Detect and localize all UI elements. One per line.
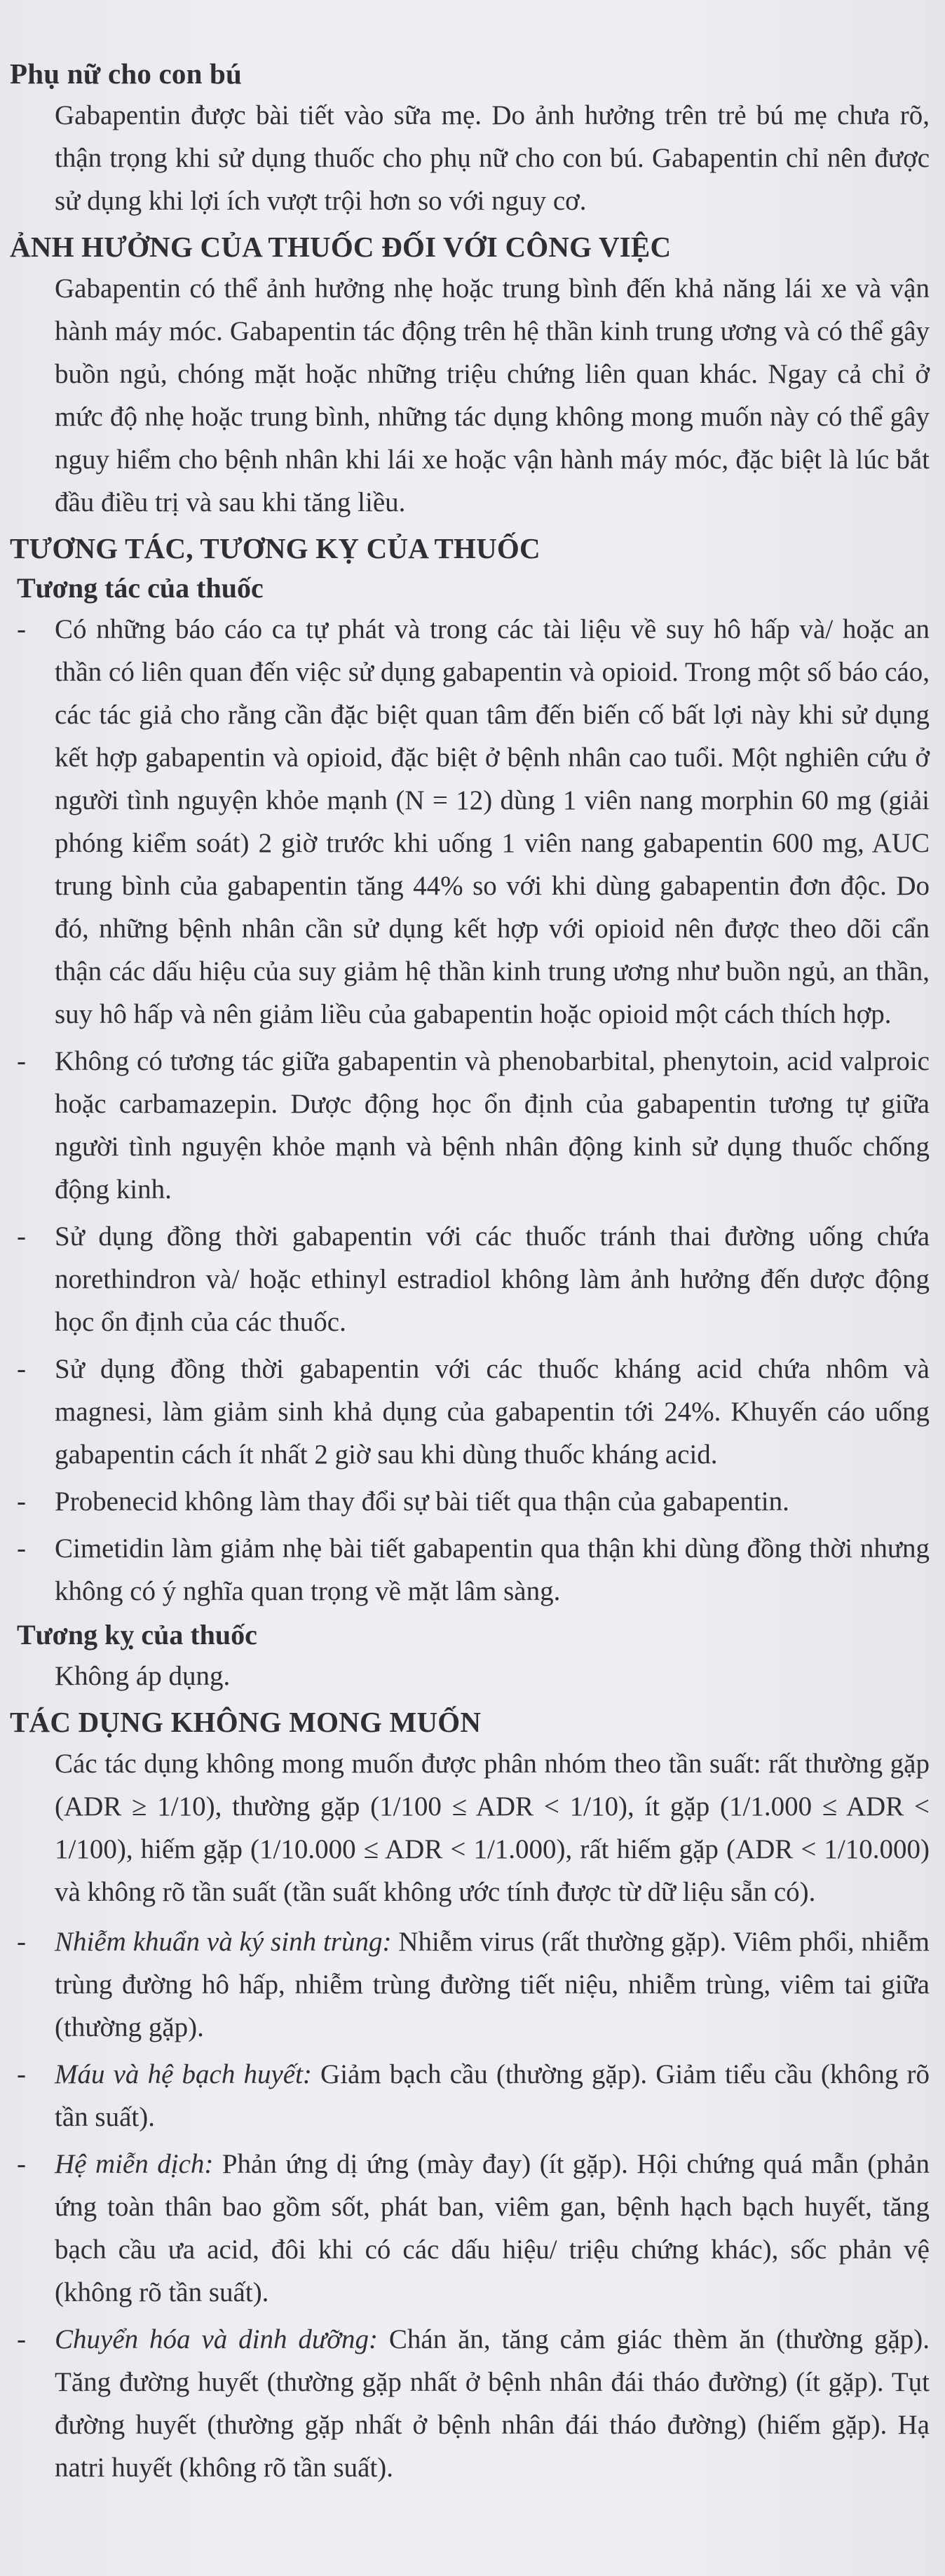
list-item-label: Hệ miễn dịch: bbox=[55, 2149, 214, 2179]
list-item bbox=[10, 1215, 930, 1343]
list-dash: - bbox=[17, 614, 26, 644]
list-item-label: Máu và hệ bạch huyết: bbox=[55, 2059, 312, 2089]
list-item-label: Nhiễm khuẩn và ký sinh trùng: bbox=[55, 1927, 392, 1957]
list-item-text: Cimetidin làm giảm nhẹ bài tiết gabapentin qua thận khi dùng đồng thời nhưng không có ý nghĩa quan trọng về mặt lâm sàng. bbox=[55, 1533, 930, 1606]
list-item-body: Phản ứng dị ứng (mày đay) (ít gặp). Hội chứng quá mẫn (phản ứng toàn thân bao gồm sốt, phát ban, viêm gan, bệnh hạch bạch huyết, tăng bạch cầu ưa acid, đôi khi có các dấu hiệu/ triệu chứng khác), sốc phản vệ (không rõ tần suất). bbox=[55, 2149, 930, 2307]
list-item-text bbox=[55, 2318, 930, 2489]
list-dash: - bbox=[17, 2059, 26, 2089]
list-item-text: Probenecid không làm thay đổi sự bài tiết qua thận của gabapentin. bbox=[55, 1486, 789, 1517]
list-dash: - bbox=[17, 1486, 26, 1517]
list-item bbox=[10, 2318, 930, 2489]
list-item bbox=[10, 608, 930, 1036]
list-dash: - bbox=[17, 1046, 26, 1076]
list-item-text: Có những báo cáo ca tự phát và trong các tài liệu về suy hô hấp và/ hoặc an thần có liên quan đến việc sử dụng gabapentin và opioid. Trong một số báo cáo, các tác giả cho rằng cần đặc biệt quan tâm đến biến cố bất lợi này khi sử dụng kết hợp gabapentin và opioid, đặc biệt ở bệnh nhân cao tuổi. Một nghiên cứu ở người tình nguyện khỏe mạnh (N = 12) dùng 1 viên nang morphin 60 mg (giải phóng kiểm soát) 2 giờ trước khi uống 1 viên nang gabapentin 600 mg, AUC trung bình của gabapentin tăng 44% so với khi dùng gabapentin đơn độc. Do đó, những bệnh nhân cần sử dụng kết hợp với opioid nên được theo dõi cẩn thận các dấu hiệu của suy giảm hệ thần kinh trung ương như buồn ngủ, an thần, suy hô hấp và nên giảm liều của gabapentin hoặc opioid một cách thích hợp. bbox=[55, 614, 930, 1029]
list-dash: - bbox=[17, 2324, 26, 2354]
list-item-label: Chuyển hóa và dinh dưỡng: bbox=[55, 2324, 378, 2354]
list-item-text: Sử dụng đồng thời gabapentin với các thuốc kháng acid chứa nhôm và magnesi, làm giảm sinh khả dụng của gabapentin tới 24%. Khuyến cáo uống gabapentin cách ít nhất 2 giờ sau khi dùng thuốc kháng acid. bbox=[55, 1354, 930, 1470]
heading-effects-on-work: ẢNH HƯỞNG CỦA THUỐC ĐỐI VỚI CÔNG VIỆC bbox=[10, 231, 672, 263]
list-dash: - bbox=[17, 1533, 26, 1564]
list-dash: - bbox=[17, 1221, 26, 1252]
subheading-drug-interactions: Tương tác của thuốc bbox=[17, 572, 264, 604]
paragraph-incompatibilities: Không áp dụng. bbox=[55, 1661, 231, 1691]
paragraph-breastfeeding: Gabapentin được bài tiết vào sữa mẹ. Do ảnh hưởng trên trẻ bú mẹ chưa rõ, thận trọng khi sử dụng thuốc cho phụ nữ cho con bú. Gabapentin chỉ nên được sử dụng khi lợi ích vượt trội hơn so với nguy cơ. bbox=[55, 100, 930, 216]
paragraph-effects-on-work: Gabapentin có thể ảnh hưởng nhẹ hoặc trung bình đến khả năng lái xe và vận hành máy móc. Gabapentin tác động trên hệ thần kinh trung ương và có thể gây buồn ngủ, chóng mặt hoặc những triệu chứng liên quan khác. Ngay cả chỉ ở mức độ nhẹ hoặc trung bình, những tác dụng không mong muốn này có thể gây nguy hiểm cho bệnh nhân khi lái xe hoặc vận hành máy móc, đặc biệt là lúc bắt đầu điều trị và sau khi tăng liều. bbox=[55, 273, 930, 517]
subheading-incompatibilities: Tương kỵ của thuốc bbox=[17, 1619, 257, 1650]
list-dash: - bbox=[17, 1354, 26, 1384]
list-item-body: Giảm bạch cầu (thường gặp). Giảm tiểu cầu (không rõ tần suất). bbox=[55, 2059, 930, 2132]
list-item-text bbox=[55, 1920, 930, 2049]
list-item-text: Không có tương tác giữa gabapentin và phenobarbital, phenytoin, acid valproic hoặc carbamazepin. Dược động học ổn định của gabapentin tương tự giữa người tình nguyện khỏe mạnh và bệnh nhân động kinh sử dụng thuốc chống động kinh. bbox=[55, 1046, 930, 1205]
list-item-text bbox=[55, 2053, 930, 2138]
list-item bbox=[10, 2053, 930, 2138]
heading-adverse-effects: TÁC DỤNG KHÔNG MONG MUỐN bbox=[10, 1706, 482, 1738]
list-item bbox=[10, 1920, 930, 2049]
list-item-text: Sử dụng đồng thời gabapentin với các thuốc tránh thai đường uống chứa norethindron và/ hoặc ethinyl estradiol không làm ảnh hưởng đến dược động học ổn định của các thuốc. bbox=[55, 1221, 930, 1337]
list-dash: - bbox=[17, 1927, 26, 1957]
heading-interactions: TƯƠNG TÁC, TƯƠNG KỴ CỦA THUỐC bbox=[10, 532, 541, 564]
paragraph-adverse-effects: Các tác dụng không mong muốn được phân nhóm theo tần suất: rất thường gặp (ADR ≥ 1/10), thường gặp (1/100 ≤ ADR < 1/10), ít gặp (1/1.000 ≤ ADR < 1/100), hiếm gặp (1/10.000 ≤ ADR < 1/1.000), rất hiếm gặp (ADR < 1/10.000) và không rõ tần suất (tần suất không ước tính được từ dữ liệu sẵn có). bbox=[55, 1749, 930, 1907]
heading-breastfeeding: Phụ nữ cho con bú bbox=[10, 57, 243, 90]
list-item-body: Nhiễm virus (rất thường gặp). Viêm phổi, nhiễm trùng đường hô hấp, nhiễm trùng đường tiết niệu, nhiễm trùng, viêm tai giữa (thường gặp). bbox=[55, 1927, 930, 2042]
list-item bbox=[10, 2143, 930, 2314]
list-dash: - bbox=[17, 2149, 26, 2179]
list-item-text bbox=[55, 2143, 930, 2314]
list-item bbox=[10, 1480, 930, 1523]
list-item-body: Chán ăn, tăng cảm giác thèm ăn (thường gặp). Tăng đường huyết (thường gặp nhất ở bệnh nhân đái tháo đường) (ít gặp). Tụt đường huyết (thường gặp nhất ở bệnh nhân đái tháo đường) (hiếm gặp). Hạ natri huyết (không rõ tần suất). bbox=[55, 2324, 930, 2483]
list-item bbox=[10, 1348, 930, 1476]
list-item bbox=[10, 1040, 930, 1211]
list-item bbox=[10, 1527, 930, 1613]
